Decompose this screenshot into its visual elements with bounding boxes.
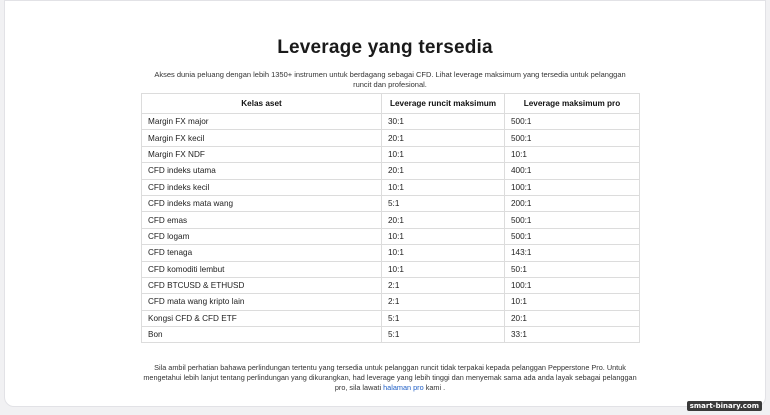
leverage-table	[141, 93, 640, 343]
table-row	[142, 179, 640, 195]
cell-asset-class: Margin FX kecil	[142, 130, 382, 146]
table-row	[142, 245, 640, 261]
table-row	[142, 130, 640, 146]
cell-pro-leverage: 500:1	[505, 212, 640, 228]
cell-retail-leverage: 20:1	[382, 163, 505, 179]
cell-pro-leverage: 143:1	[505, 245, 640, 261]
intro-text: Akses dunia peluang dengan lebih 1350+ instrumen untuk berdagang sebagai CFD. Lihat leverage maksimum yang tersedia untuk pelanggan runcit dan profesional.	[154, 70, 626, 89]
disclaimer-before: Sila ambil perhatian bahawa perlindungan tertentu yang tersedia untuk pelanggan runcit tidak terpakai kepada pelanggan Pepperstone Pro. Untuk mengetahui lebih lanjut tentang perlindungan yang dikurangkan, had leverage yang lebih tinggi dan menyemak sama ada anda layak sebagai pelanggan pro, sila lawati	[143, 363, 637, 392]
cell-asset-class: Margin FX major	[142, 114, 382, 130]
cell-retail-leverage: 10:1	[382, 245, 505, 261]
cell-asset-class: CFD komoditi lembut	[142, 261, 382, 277]
cell-retail-leverage: 5:1	[382, 310, 505, 326]
cell-pro-leverage: 33:1	[505, 327, 640, 343]
content-card	[4, 0, 766, 407]
table-row	[142, 114, 640, 130]
table-row	[142, 195, 640, 211]
cell-retail-leverage: 2:1	[382, 277, 505, 293]
header-asset-class: Kelas aset	[142, 94, 382, 114]
cell-pro-leverage: 500:1	[505, 114, 640, 130]
cell-retail-leverage: 20:1	[382, 130, 505, 146]
disclaimer-after: kami .	[423, 383, 446, 392]
cell-asset-class: CFD BTCUSD & ETHUSD	[142, 277, 382, 293]
cell-retail-leverage: 5:1	[382, 327, 505, 343]
table-row	[142, 228, 640, 244]
cell-pro-leverage: 200:1	[505, 195, 640, 211]
table-row	[142, 163, 640, 179]
cell-retail-leverage: 30:1	[382, 114, 505, 130]
cell-asset-class: CFD logam	[142, 228, 382, 244]
table-header-row	[142, 94, 640, 114]
cell-retail-leverage: 10:1	[382, 146, 505, 162]
cell-retail-leverage: 10:1	[382, 179, 505, 195]
cell-asset-class: Kongsi CFD & CFD ETF	[142, 310, 382, 326]
table-row	[142, 294, 640, 310]
cell-asset-class: Bon	[142, 327, 382, 343]
table-row	[142, 212, 640, 228]
table-body	[142, 114, 640, 343]
cell-pro-leverage: 500:1	[505, 228, 640, 244]
table-row	[142, 277, 640, 293]
cell-pro-leverage: 10:1	[505, 294, 640, 310]
table-row	[142, 261, 640, 277]
page-title: Leverage yang tersedia	[277, 37, 493, 58]
header-retail-leverage: Leverage runcit maksimum	[382, 94, 505, 114]
cell-pro-leverage: 50:1	[505, 261, 640, 277]
cell-retail-leverage: 2:1	[382, 294, 505, 310]
cell-asset-class: CFD tenaga	[142, 245, 382, 261]
table-row	[142, 327, 640, 343]
cell-pro-leverage: 20:1	[505, 310, 640, 326]
cell-asset-class: CFD indeks utama	[142, 163, 382, 179]
header-pro-leverage: Leverage maksimum pro	[505, 94, 640, 114]
cell-asset-class: CFD indeks kecil	[142, 179, 382, 195]
cell-asset-class: CFD indeks mata wang	[142, 195, 382, 211]
table-row	[142, 146, 640, 162]
cell-asset-class: CFD mata wang kripto lain	[142, 294, 382, 310]
cell-retail-leverage: 20:1	[382, 212, 505, 228]
pro-page-link[interactable]: halaman pro	[383, 383, 424, 392]
cell-retail-leverage: 5:1	[382, 195, 505, 211]
watermark-logo: smart-binary.com	[687, 401, 762, 411]
cell-pro-leverage: 10:1	[505, 146, 640, 162]
cell-retail-leverage: 10:1	[382, 228, 505, 244]
cell-pro-leverage: 100:1	[505, 277, 640, 293]
cell-asset-class: CFD emas	[142, 212, 382, 228]
cell-pro-leverage: 100:1	[505, 179, 640, 195]
table-row	[142, 310, 640, 326]
cell-retail-leverage: 10:1	[382, 261, 505, 277]
cell-asset-class: Margin FX NDF	[142, 146, 382, 162]
cell-pro-leverage: 500:1	[505, 130, 640, 146]
cell-pro-leverage: 400:1	[505, 163, 640, 179]
disclaimer-text	[142, 363, 638, 393]
